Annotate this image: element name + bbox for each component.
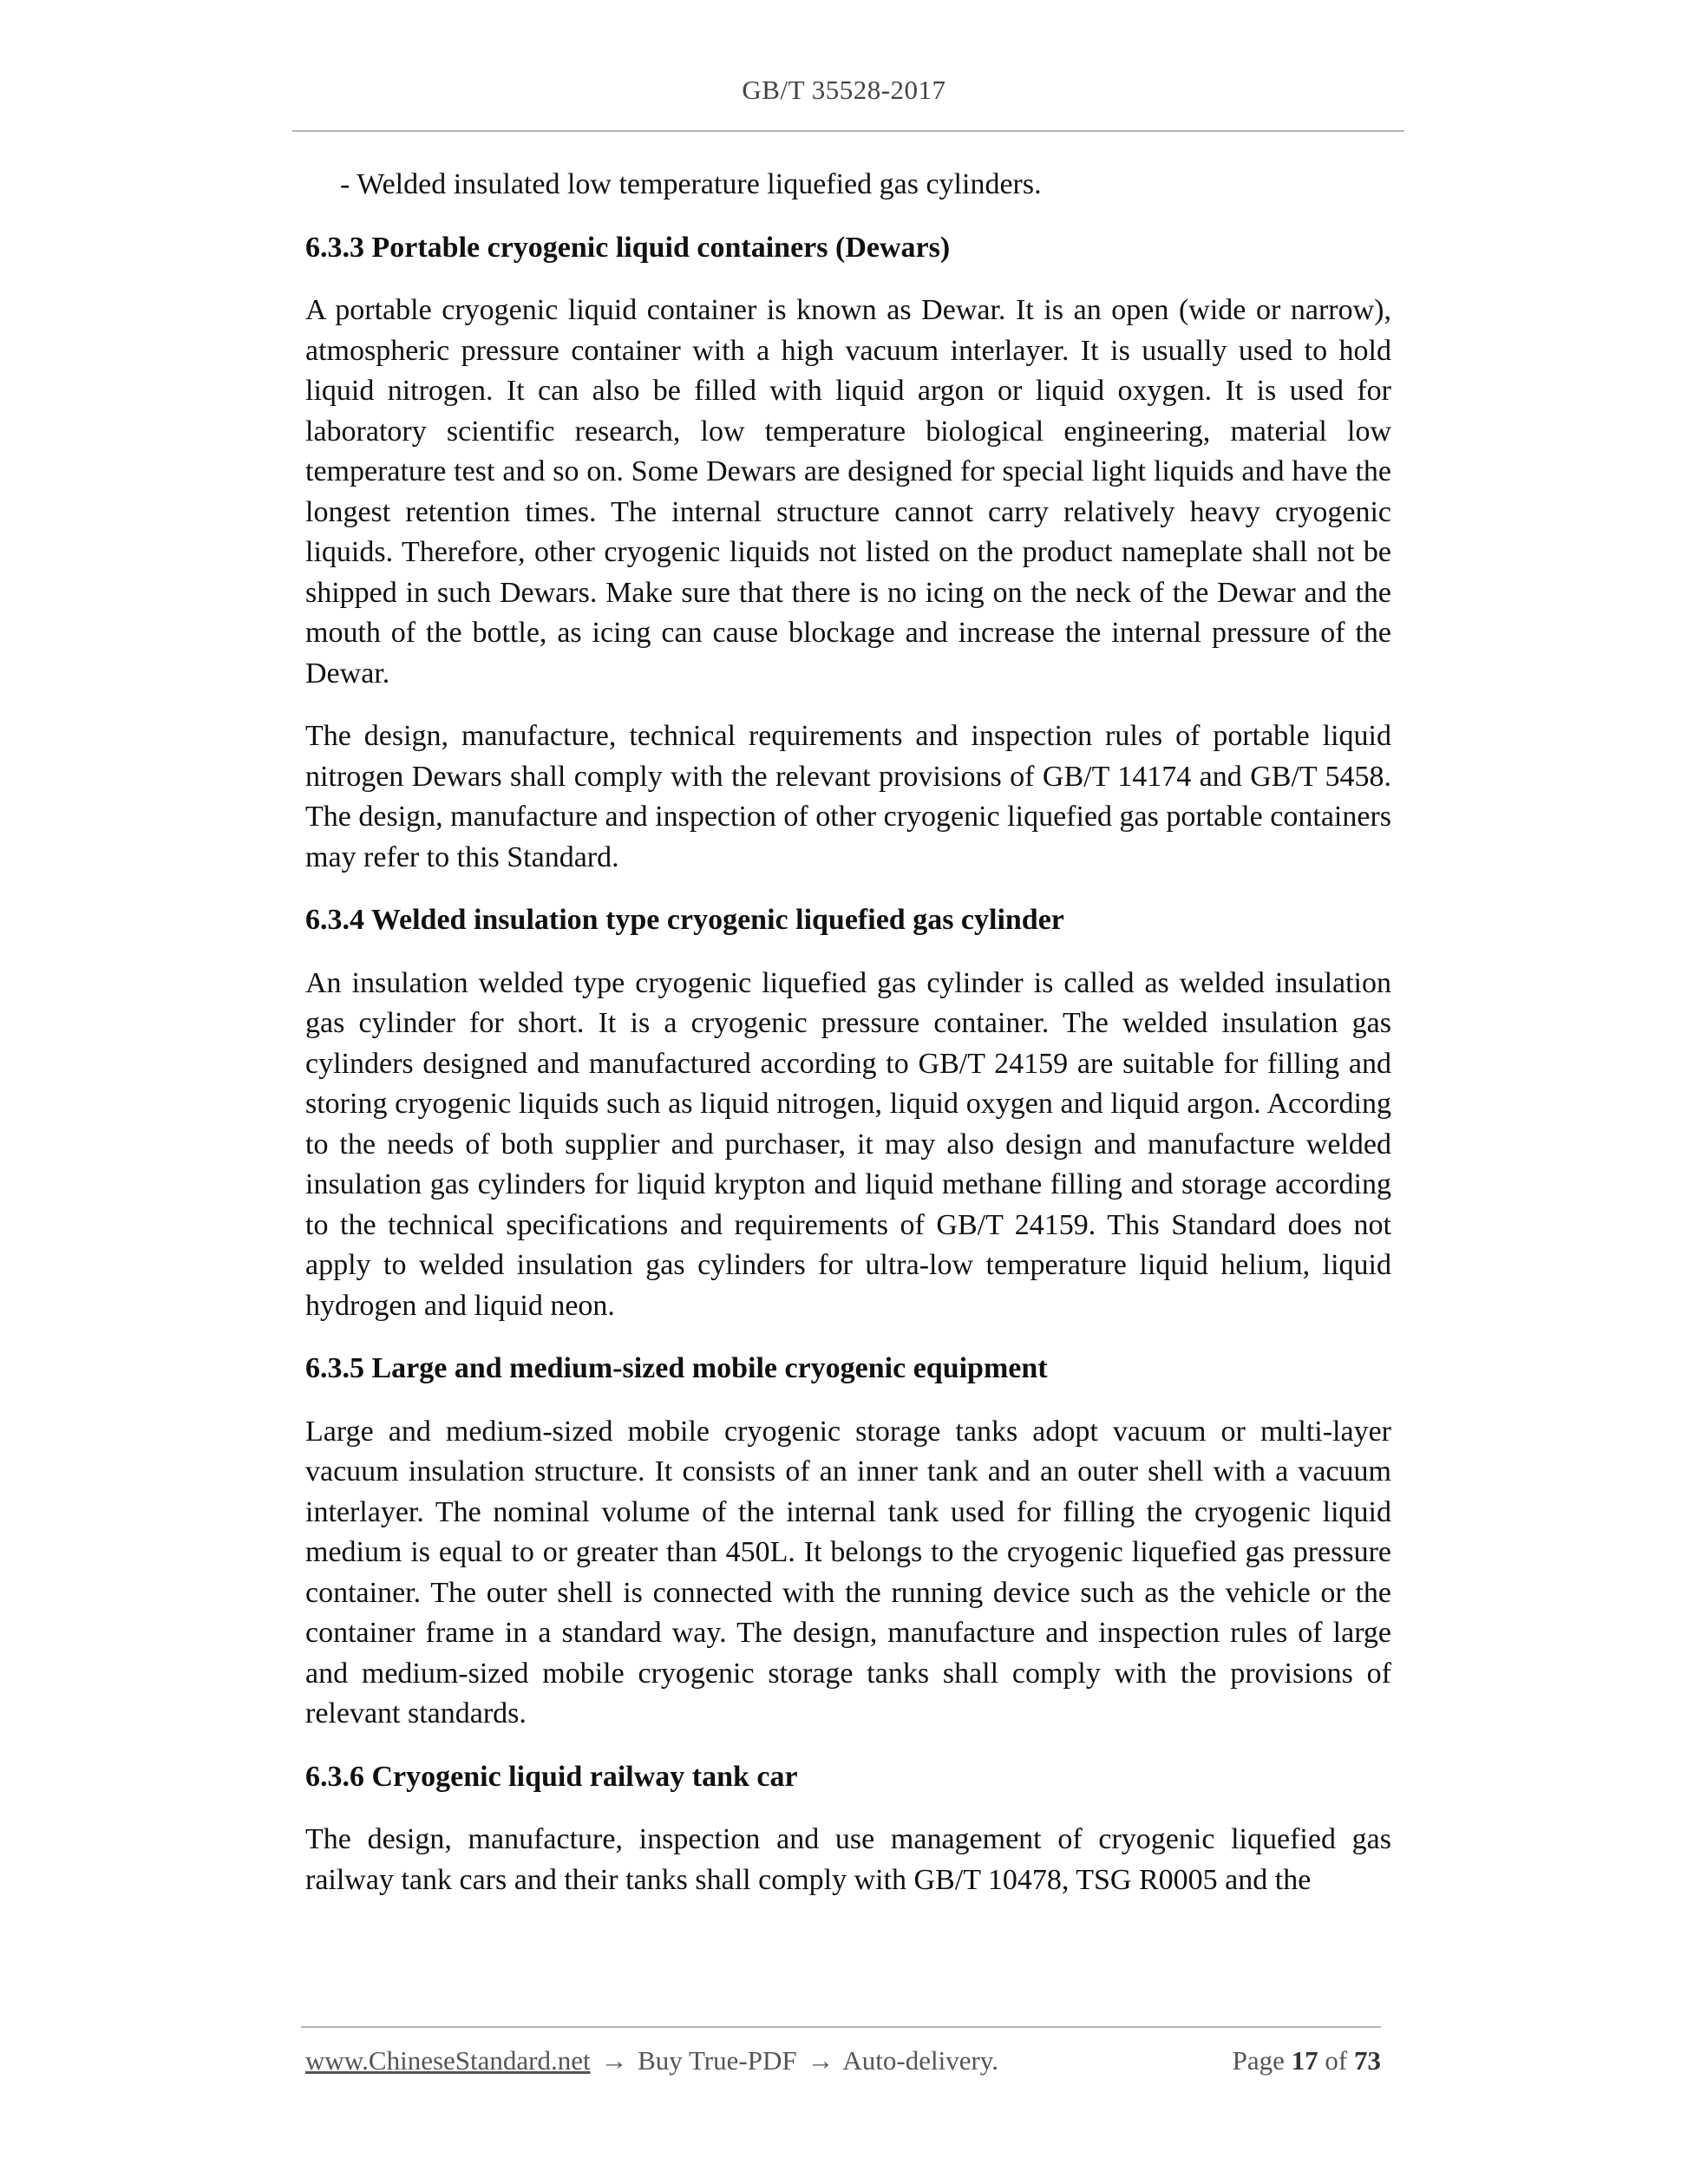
arrow-right-icon: →: [600, 2045, 628, 2076]
footer-divider: [301, 2026, 1381, 2028]
bullet-item: - Welded insulated low temperature liquefied gas cylinders.: [340, 168, 1042, 200]
section-heading: 6.3.6 Cryogenic liquid railway tank car: [305, 1760, 798, 1793]
header-divider: [292, 130, 1404, 132]
page-header-title: GB/T 35528-2017: [742, 75, 946, 105]
page-number: 17: [1291, 2045, 1318, 2076]
paragraph: Large and medium-sized mobile cryogenic storage tanks adopt vacuum or multi-layer vacuum insulation structure. It consists of an inner tank and an outer shell with a vacuum interlayer. The nominal volume of the internal tank used for filling the cryogenic liquid medium is equal to or greater than 450L. It belongs to the cryogenic liquefied gas pressure container. The outer shell is connected with the running device such as the vehicle or the container frame in a standard way. The design, manufacture and inspection rules of large and medium-sized mobile cryogenic storage tanks shall comply with the provisions of relevant standards.: [305, 1415, 1391, 1730]
paragraph: The design, manufacture, inspection and use management of cryogenic liquefied gas railway tank cars and their tanks shall comply with GB/T 10478, TSG R0005 and the: [305, 1823, 1391, 1896]
buy-pdf-text: Buy True-PDF: [638, 2045, 797, 2076]
paragraph: The design, manufacture, technical requirements and inspection rules of portable liquid nitrogen Dewars shall comply with the relevant provisions of GB/T 14174 and GB/T 5458. The design, manufacture and inspection of other cryogenic liquefied gas portable containers may refer to this Standard.: [305, 720, 1391, 873]
paragraph: A portable cryogenic liquid container is known as Dewar. It is an open (wide or narrow), atmospheric pressure container with a high vacuum interlayer. It is usually used to hold liquid nitrogen. It can also be filled with liquid argon or liquid oxygen. It is used for laboratory scientific research, low temperature biological engineering, material low temperature test and so on. Some Dewars are designed for special light liquids and have the longest retention times. The internal structure cannot carry relatively heavy cryogenic liquids. Therefore, other cryogenic liquids not listed on the product nameplate shall not be shipped in such Dewars. Make sure that there is no icing on the neck of the Dewar and the mouth of the bottle, as icing can cause blockage and increase the internal pressure of the Dewar.: [305, 294, 1391, 690]
page-label: Page: [1232, 2045, 1285, 2076]
of-label: of: [1325, 2045, 1348, 2076]
section-6-3-6: [305, 1757, 1391, 1901]
arrow-right-icon: →: [807, 2045, 834, 2076]
section-heading: 6.3.5 Large and medium-sized mobile cryogenic equipment: [305, 1352, 1048, 1384]
auto-delivery-text: Auto-delivery.: [842, 2045, 999, 2076]
page-indicator: [1233, 2045, 1381, 2076]
section-6-3-5: [305, 1349, 1391, 1735]
website-link[interactable]: www.ChineseStandard.net: [305, 2045, 591, 2076]
page-content: [305, 165, 1391, 1923]
paragraph: An insulation welded type cryogenic liquefied gas cylinder is called as welded insulation gas cylinder for short. It is a cryogenic pressure container. The welded insulation gas cylinders designed and manufactured according to GB/T 24159 are suitable for filling and storing cryogenic liquids such as liquid nitrogen, liquid oxygen and liquid argon. According to the needs of both supplier and purchaser, it may also design and manufacture welded insulation gas cylinders for liquid krypton and liquid methane filling and storage according to the technical specifications and requirements of GB/T 24159. This Standard does not apply to welded insulation gas cylinders for ultra-low temperature liquid helium, liquid hydrogen and liquid neon.: [305, 966, 1391, 1322]
section-heading: 6.3.3 Portable cryogenic liquid containers (Dewars): [305, 231, 951, 264]
section-heading: 6.3.4 Welded insulation type cryogenic liquefied gas cylinder: [305, 904, 1064, 936]
page-total: 73: [1354, 2045, 1381, 2076]
page-footer: [305, 2045, 1381, 2076]
section-6-3-3: [305, 228, 1391, 879]
section-6-3-4: [305, 900, 1391, 1326]
